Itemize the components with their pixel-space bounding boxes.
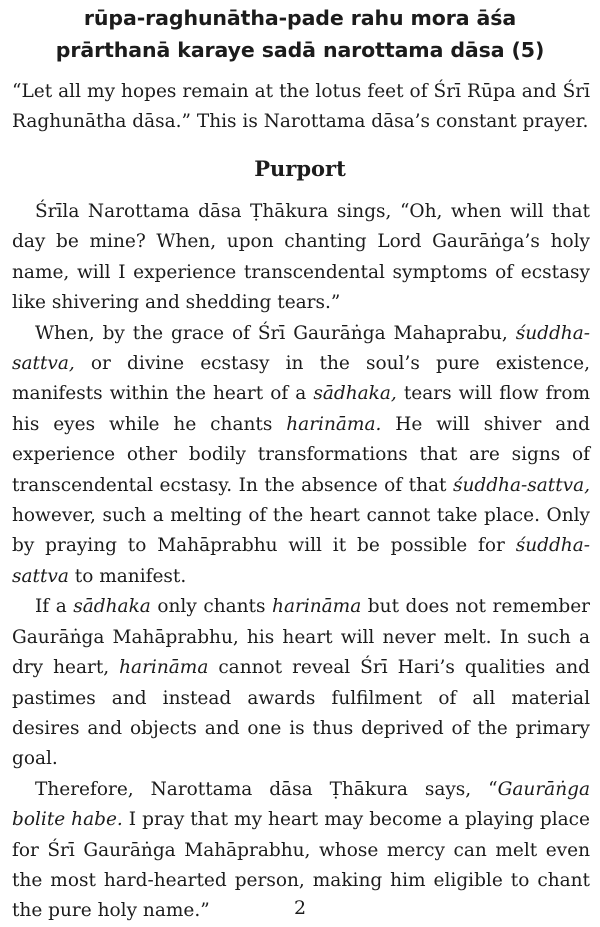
- purport-body: [12, 197, 590, 927]
- italic-term: śuddha-sattva,: [12, 322, 590, 375]
- paragraph-text: to manifest.: [68, 565, 187, 587]
- italic-quote: Gaurāṅga bolite habe.: [12, 778, 590, 831]
- verse-line-1: rūpa-raghunātha-pade rahu mora āśa: [83, 6, 517, 30]
- paragraph-text: He will shiver and experience other bodily transformations that are signs of transcendental ecstasy. In the absence of that: [12, 413, 591, 496]
- verse-block: [0, 2, 600, 66]
- paragraph-text: or divine ecstasy in the soul’s pure existence, manifests within the heart of a: [12, 353, 590, 405]
- paragraph-text: only chants: [150, 596, 273, 618]
- paragraph-text: Therefore, Narottama dāsa Ṭhākura says, “: [35, 778, 498, 800]
- verse-line-2: prārthanā karaye sadā narottama dāsa (5): [55, 38, 545, 62]
- purport-paragraph-3: [12, 592, 590, 774]
- paragraph-text: If a: [35, 596, 74, 618]
- italic-term: śuddha-sattva: [12, 535, 590, 587]
- italic-term: harināma: [272, 596, 362, 618]
- italic-term: harināma.: [286, 413, 382, 435]
- paragraph-text: however, such a melting of the heart cannot take place. Only by praying to Mahāprabhu will it be possible for: [12, 505, 590, 557]
- italic-term: śuddha-sattva,: [452, 474, 590, 496]
- paragraph-text: cannot reveal Śrī Hari’s qualities and pastimes and instead awards fulfilment of all material desires and objects and one is thus deprived of the primary goal.: [12, 657, 590, 770]
- purport-paragraph-1: Śrīla Narottama dāsa Ṭhākura sings, “Oh, when will that day be mine? When, upon chanting Lord Gaurāṅga’s holy name, will I experience transcendental symptoms of ecstasy like shivering and shedding tears.”: [12, 201, 590, 314]
- italic-term: sādhaka: [73, 596, 151, 618]
- paragraph-text: I pray that my heart may become a playing place for Śrī Gaurāṅga Mahāprabhu, whose mercy can melt even the most hard-hearted person, making him eligible to chant the pure holy name.”: [12, 809, 590, 922]
- italic-term: harināma: [119, 657, 209, 679]
- italic-term: sādhaka,: [313, 383, 397, 405]
- paragraph-text: tears will flow from his eyes while he chants: [12, 383, 590, 435]
- paragraph-text: but does not remember Gaurāṅga Mahāprabhu, his heart will never melt. In such a dry heart,: [12, 596, 590, 679]
- purport-heading: Purport: [254, 156, 346, 181]
- paragraph-text: When, by the grace of Śrī Gaurāṅga Mahaprabu,: [35, 322, 516, 344]
- verse-translation: “Let all my hopes remain at the lotus feet of Śrī Rūpa and Śrī Raghunātha dāsa.” This is Narottama dāsa’s constant prayer.: [12, 81, 590, 132]
- page-number: 2: [293, 897, 307, 919]
- purport-paragraph-2: [12, 319, 590, 593]
